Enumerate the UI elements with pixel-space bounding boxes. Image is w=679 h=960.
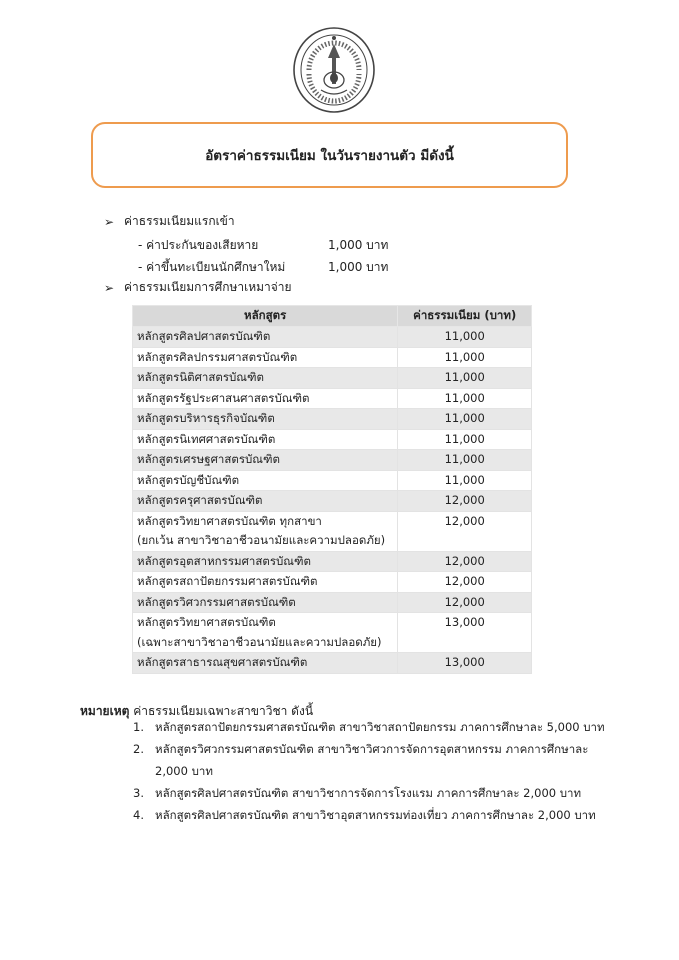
program-cell <box>133 429 398 450</box>
table-row <box>133 592 532 613</box>
fee-cell: 11,000 <box>398 388 532 409</box>
table-row <box>133 327 532 348</box>
entry-fee-amount: 1,000 บาท <box>328 260 389 274</box>
program-name: หลักสูตรนิเทศศาสตรบัณฑิต <box>137 431 276 446</box>
remark-text: ค่าธรรมเนียมเฉพาะสาขาวิชา ดังนี้ <box>129 704 314 718</box>
page-title: อัตราค่าธรรมเนียม ในวันรายงานตัว มีดังนี้ <box>205 148 454 164</box>
column-header-program: หลักสูตร <box>133 306 398 327</box>
program-cell <box>133 368 398 389</box>
remark-item <box>133 738 613 782</box>
entry-fee-item <box>138 258 389 277</box>
program-name: หลักสูตรบัญชีบัณฑิต <box>137 472 240 487</box>
program-cell <box>133 592 398 613</box>
program-name: หลักสูตรวิทยาศาสตรบัณฑิต <box>137 615 276 629</box>
fee-cell: 11,000 <box>398 450 532 471</box>
remark-item <box>133 782 613 804</box>
tuition-heading-text: ค่าธรรมเนียมการศึกษาเหมาจ่าย <box>124 280 292 294</box>
program-name: หลักสูตรครุศาสตรบัณฑิต <box>137 493 263 507</box>
fee-cell: 13,000 <box>398 653 532 674</box>
program-name: หลักสูตรเศรษฐศาสตรบัณฑิต <box>137 452 280 466</box>
remark-item-number: 2. <box>133 742 144 756</box>
fee-cell: 13,000 <box>398 613 532 653</box>
program-cell <box>133 613 398 653</box>
table-row <box>133 429 532 450</box>
remark-item-number: 3. <box>133 786 144 800</box>
program-cell <box>133 470 398 491</box>
university-seal-icon <box>289 24 379 116</box>
remark-item-text: หลักสูตรศิลปศาสตรบัณฑิต สาขาวิชาการจัดการโรงแรม ภาคการศึกษาละ 2,000 บาท <box>155 786 582 800</box>
fee-cell: 12,000 <box>398 551 532 572</box>
program-cell <box>133 491 398 512</box>
entry-fee-label: - ค่าขึ้นทะเบียนนักศึกษาใหม่ <box>138 260 286 274</box>
arrow-bullet-icon: ➢ <box>104 280 115 295</box>
table-row <box>133 572 532 593</box>
program-name: หลักสูตรสถาปัตยกรรมศาสตรบัณฑิต <box>137 574 318 588</box>
program-name: หลักสูตรสาธารณสุขศาสตรบัณฑิต <box>137 655 308 669</box>
remark-item-text: หลักสูตรวิศวกรรมศาสตรบัณฑิต สาขาวิชาวิศวการจัดการอุตสาหกรรม ภาคการศึกษาละ 2,000 บาท <box>155 742 589 778</box>
table-row <box>133 653 532 674</box>
remark-item-text: หลักสูตรสถาปัตยกรรมศาสตรบัณฑิต สาขาวิชาสถาปัตยกรรม ภาคการศึกษาละ 5,000 บาท <box>155 720 605 734</box>
program-cell <box>133 653 398 674</box>
remark-label: หมายเหตุ <box>80 704 130 718</box>
table-row <box>133 511 532 551</box>
entry-fees-heading <box>104 212 235 231</box>
fee-cell: 11,000 <box>398 429 532 450</box>
fee-cell: 11,000 <box>398 347 532 368</box>
remark-item <box>133 804 613 826</box>
entry-fee-amount: 1,000 บาท <box>328 238 389 252</box>
table-row <box>133 368 532 389</box>
fee-cell: 12,000 <box>398 511 532 551</box>
table-row <box>133 491 532 512</box>
entry-fee-label: - ค่าประกันของเสียหาย <box>138 238 259 252</box>
tuition-table <box>132 305 532 674</box>
program-name: หลักสูตรวิศวกรรมศาสตรบัณฑิต <box>137 594 296 609</box>
column-header-fee: ค่าธรรมเนียม (บาท) <box>398 306 532 327</box>
program-cell <box>133 327 398 348</box>
program-name: หลักสูตรวิทยาศาสตรบัณฑิต ทุกสาขา <box>137 513 322 528</box>
remark-item-number: 1. <box>133 720 144 734</box>
entry-fees-heading-text: ค่าธรรมเนียมแรกเข้า <box>124 214 235 228</box>
fee-cell: 11,000 <box>398 470 532 491</box>
table-row <box>133 388 532 409</box>
table-row <box>133 470 532 491</box>
program-cell <box>133 511 398 551</box>
title-box <box>91 122 568 188</box>
program-cell <box>133 388 398 409</box>
program-name: หลักสูตรนิติศาสตรบัณฑิต <box>137 370 264 384</box>
fee-cell: 11,000 <box>398 327 532 348</box>
fee-cell: 12,000 <box>398 592 532 613</box>
fee-cell: 12,000 <box>398 572 532 593</box>
program-cell <box>133 409 398 430</box>
fee-cell: 12,000 <box>398 491 532 512</box>
tuition-heading <box>104 278 292 297</box>
table-row <box>133 347 532 368</box>
program-name: หลักสูตรอุตสาหกรรมศาสตรบัณฑิต <box>137 553 311 568</box>
program-note: (ยกเว้น สาขาวิชาอาชีวอนามัยและความปลอดภัย) <box>137 533 386 547</box>
program-cell <box>133 347 398 368</box>
entry-fee-item <box>138 236 389 255</box>
program-cell <box>133 450 398 471</box>
fee-cell: 11,000 <box>398 368 532 389</box>
remark-item <box>133 716 613 738</box>
program-name: หลักสูตรบริหารธุรกิจบัณฑิต <box>137 411 275 425</box>
program-cell <box>133 572 398 593</box>
remark-item-number: 4. <box>133 808 144 822</box>
table-row <box>133 613 532 653</box>
table-row <box>133 409 532 430</box>
table-row <box>133 450 532 471</box>
program-name: หลักสูตรศิลปศาสตรบัณฑิต <box>137 329 271 343</box>
program-cell <box>133 551 398 572</box>
program-name: หลักสูตรศิลปกรรมศาสตรบัณฑิต <box>137 349 298 364</box>
remark-item-text: หลักสูตรศิลปศาสตรบัณฑิต สาขาวิชาอุตสาหกรรมท่องเที่ยว ภาคการศึกษาละ 2,000 บาท <box>155 808 596 822</box>
fee-cell: 11,000 <box>398 409 532 430</box>
program-name: หลักสูตรรัฐประศาสนศาสตรบัณฑิต <box>137 390 310 405</box>
table-row <box>133 551 532 572</box>
remark-list <box>133 716 613 826</box>
program-note: (เฉพาะสาขาวิชาอาชีวอนามัยและความปลอดภัย) <box>137 634 382 649</box>
table-header-row <box>133 306 532 327</box>
arrow-bullet-icon: ➢ <box>104 214 115 229</box>
